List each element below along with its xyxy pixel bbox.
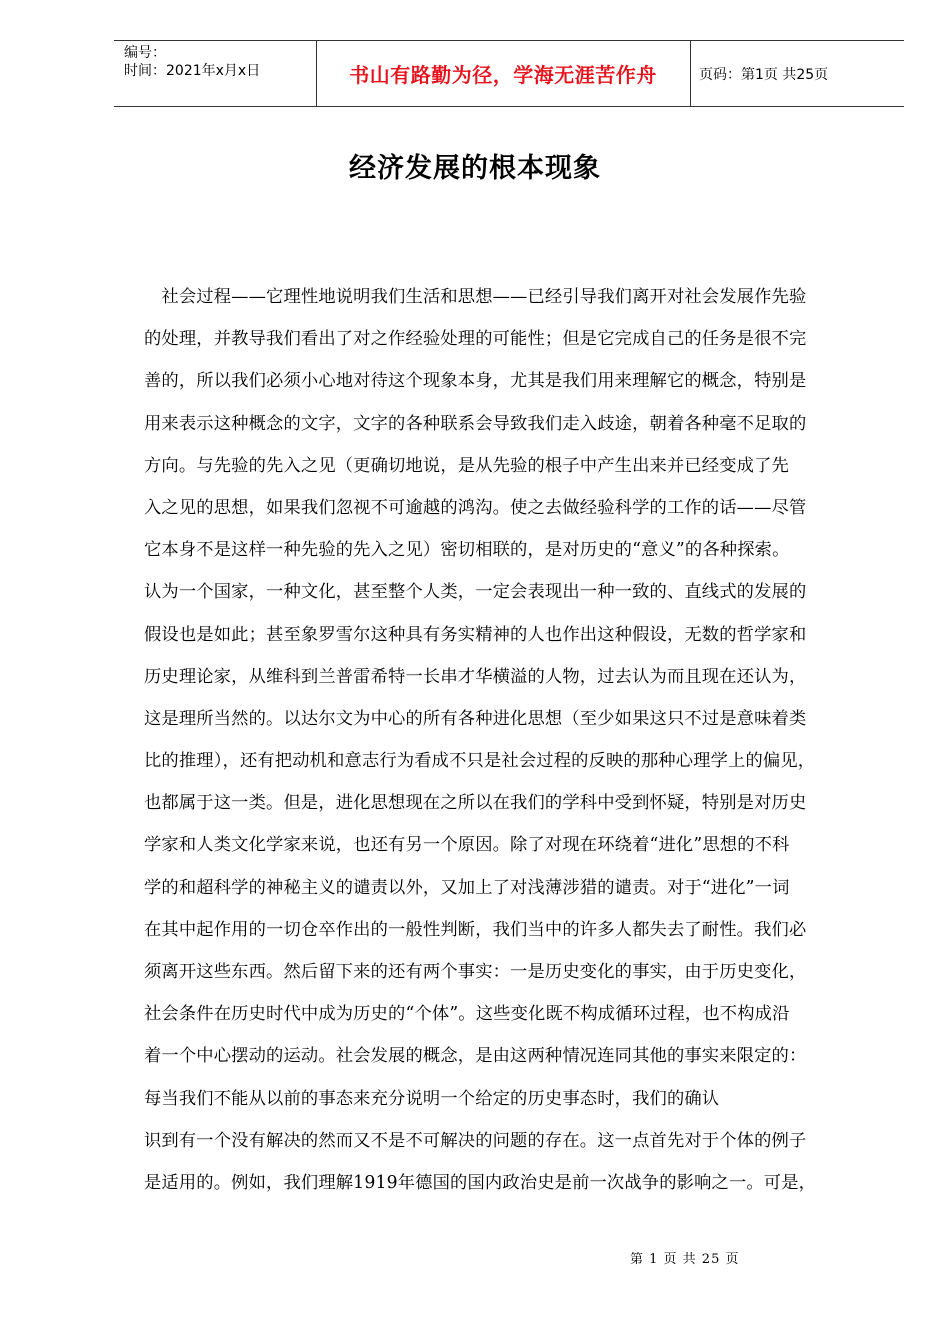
page-footer: 第 1 页 共 25 页 <box>630 1252 740 1267</box>
body-line: 比的推理），还有把动机和意志行为看成不只是社会过程的反映的那种心理学上的偏见， <box>144 751 816 772</box>
body-line: 用来表示这种概念的文字，文字的各种联系会导致我们走入歧途，朝着各种毫不足取的 <box>144 413 807 434</box>
body-line: 是适用的。例如，我们理解1919年德国的国内政治史是前一次战争的影响之一。可是， <box>144 1172 817 1193</box>
body-line: 善的，所以我们必须小心地对待这个现象本身，尤其是我们用来理解它的概念，特别是 <box>144 371 807 392</box>
body-line: 的处理，并教导我们看出了对之作经验处理的可能性；但是它完成自己的任务是很不完 <box>144 329 807 350</box>
header-motto: 书山有路勤为径，学海无涯苦作舟 <box>349 63 657 87</box>
body-line: 历史理论家，从维科到兰普雷希特一长串才华横溢的人物，过去认为而且现在还认为， <box>144 666 807 687</box>
body-line: 方向。与先验的先入之见（更确切地说，是从先验的根子中产生出来并已经变成了先 <box>144 455 789 476</box>
body-line: 这是理所当然的。以达尔文为中心的所有各种进化思想（至少如果这只不过是意味着类 <box>144 708 807 729</box>
body-line: 它本身不是这样一种先验的先入之见）密切相联的，是对历史的“意义”的各种探索。 <box>144 540 790 561</box>
body-line: 每当我们不能从以前的事态来充分说明一个给定的历史事态时，我们的确认 <box>144 1088 720 1109</box>
body-line: 也都属于这一类。但是，进化思想现在之所以在我们的学科中受到怀疑，特别是对历史 <box>144 793 807 814</box>
body-line: 认为一个国家，一种文化，甚至整个人类，一定会表现出一种一致的、直线式的发展的 <box>144 582 807 603</box>
body-line: 社会条件在历史时代中成为历史的“个体”。这些变化既不构成循环过程，也不构成沿 <box>144 1004 790 1025</box>
document-title: 经济发展的根本现象 <box>349 153 601 184</box>
header-meta <box>124 44 260 80</box>
header-page-info: 页码：第1页 共25页 <box>699 66 829 83</box>
body-line: 学的和超科学的神秘主义的谴责以外，又加上了对浅薄涉猎的谴责。对于“进化”一词 <box>144 877 790 898</box>
body-line: 在其中起作用的一切仓卒作出的一般性判断，我们当中的许多人都失去了耐性。我们必 <box>144 919 807 940</box>
page-header <box>114 40 904 107</box>
body-line: 学家和人类文化学家来说，也还有另一个原因。除了对现在环绕着“进化”思想的不科 <box>144 835 790 856</box>
body-line: 着一个中心摆动的运动。社会发展的概念，是由这两种情况连同其他的事实来限定的： <box>144 1046 807 1067</box>
body-text <box>144 282 879 1210</box>
body-line: 须离开这些东西。然后留下来的还有两个事实：一是历史变化的事实，由于历史变化， <box>144 962 807 982</box>
document-time-label: 时间：2021年x月x日 <box>124 63 261 79</box>
document-number-label: 编号： <box>124 45 166 61</box>
body-line: 社会过程——它理性地说明我们生活和思想——已经引导我们离开对社会发展作先验 <box>144 287 807 307</box>
body-line: 假设也是如此；甚至象罗雪尔这种具有务实精神的人也作出这种假设，无数的哲学家和 <box>144 624 807 645</box>
body-line: 入之见的思想，如果我们忽视不可逾越的鸿沟。使之去做经验科学的工作的话——尽管 <box>144 497 807 518</box>
body-line: 识到有一个没有解决的然而又不是不可解决的问题的存在。这一点首先对于个体的例子 <box>144 1130 807 1151</box>
header-divider-right <box>690 41 691 106</box>
